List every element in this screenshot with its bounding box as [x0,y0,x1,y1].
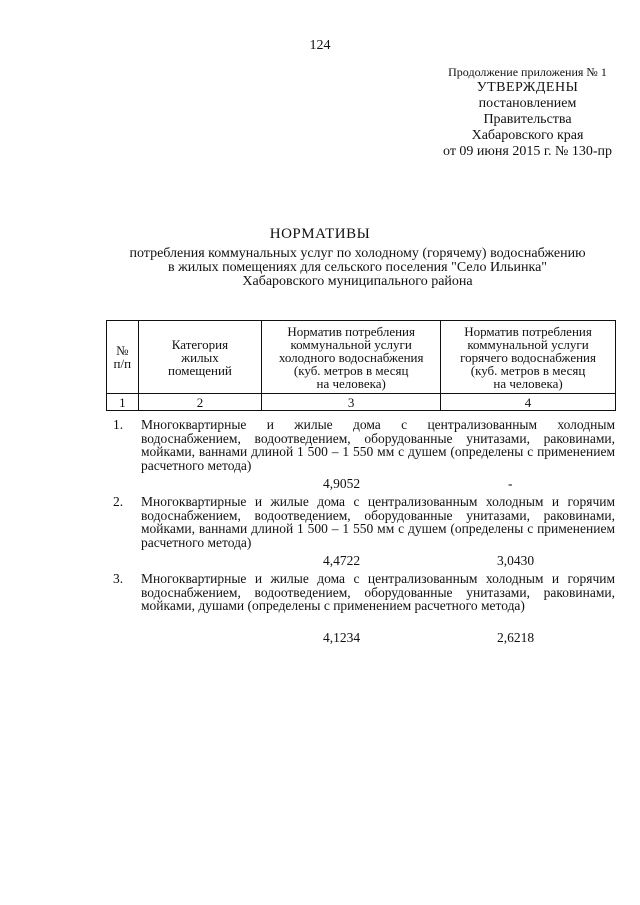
column-number: 1 [107,394,139,411]
cold-water-value: 4,4722 [323,553,361,568]
cold-water-value: 4,1234 [323,630,361,645]
column-number: 3 [262,394,441,411]
cold-water-value: 4,9052 [323,476,361,491]
list-item [113,495,615,549]
approval-block [443,64,612,160]
table-column-numbers [107,394,616,411]
entry-text: Многоквартирные и жилые дома с централизованным холодным водоснабжением, водоотведением, оборудованные унитазами, раковинами, мойками, ваннами длиной 1 500 – 1 550 мм с душем (определены с применением расчетного метода) [141,417,615,473]
header-cell-cold-water: Норматив потребления коммунальной услуги холодного водоснабжения (куб. метров в месяц на человека) [262,321,441,394]
subtitle-line: потребления коммунальных услуг по холодному (горячему) водоснабжению [129,246,586,261]
entry-number: 2. [113,494,124,509]
list-item [113,418,615,472]
header-cell-hot-water: Норматив потребления коммунальной услуги горячего водоснабжения (куб. метров в месяц на человека) [441,321,616,394]
header-cell-category: Категория жилых помещений [138,321,262,394]
entry-text: Многоквартирные и жилые дома с централизованным холодным и горячим водоснабжением, водоотведением, оборудованные унитазами, раковинами, мойками, душами (определены с применением расчетного метода) [141,571,615,613]
list-item [113,572,615,613]
subtitle-line: Хабаровского муниципального района [242,274,473,289]
norms-table-header [106,320,616,411]
page-number: 124 [309,38,331,53]
subtitle-line: в жилых помещениях для сельского поселения "Село Ильинка" [167,260,548,275]
approved-heading: УТВЕРЖДЕНЫ [476,80,579,95]
hot-water-value: 2,6218 [497,630,535,645]
column-number: 2 [138,394,262,411]
entry-text: Многоквартирные и жилые дома с централизованным холодным и горячим водоснабжением, водоотведением, оборудованные унитазами, раковинами, мойками, ваннами длиной 1 500 – 1 550 мм с душем (определены с применением расчетного метода) [141,494,615,550]
header-cell-number: № п/п [107,321,139,394]
entry-number: 1. [113,417,124,432]
column-number: 4 [441,394,616,411]
approval-date: от 09 июня 2015 г. № 130-пр [443,144,612,159]
table-header-row [107,321,616,394]
entry-number: 3. [113,571,124,586]
approval-line: постановлением [478,96,577,111]
hot-water-value: - [508,476,513,491]
document-subtitle [100,247,615,289]
hot-water-value: 3,0430 [497,553,535,568]
approval-line: Правительства [483,112,572,127]
approval-line: Хабаровского края [471,128,584,143]
document-title: НОРМАТИВЫ [269,226,371,242]
continuation-note: Продолжение приложения № 1 [448,65,607,79]
